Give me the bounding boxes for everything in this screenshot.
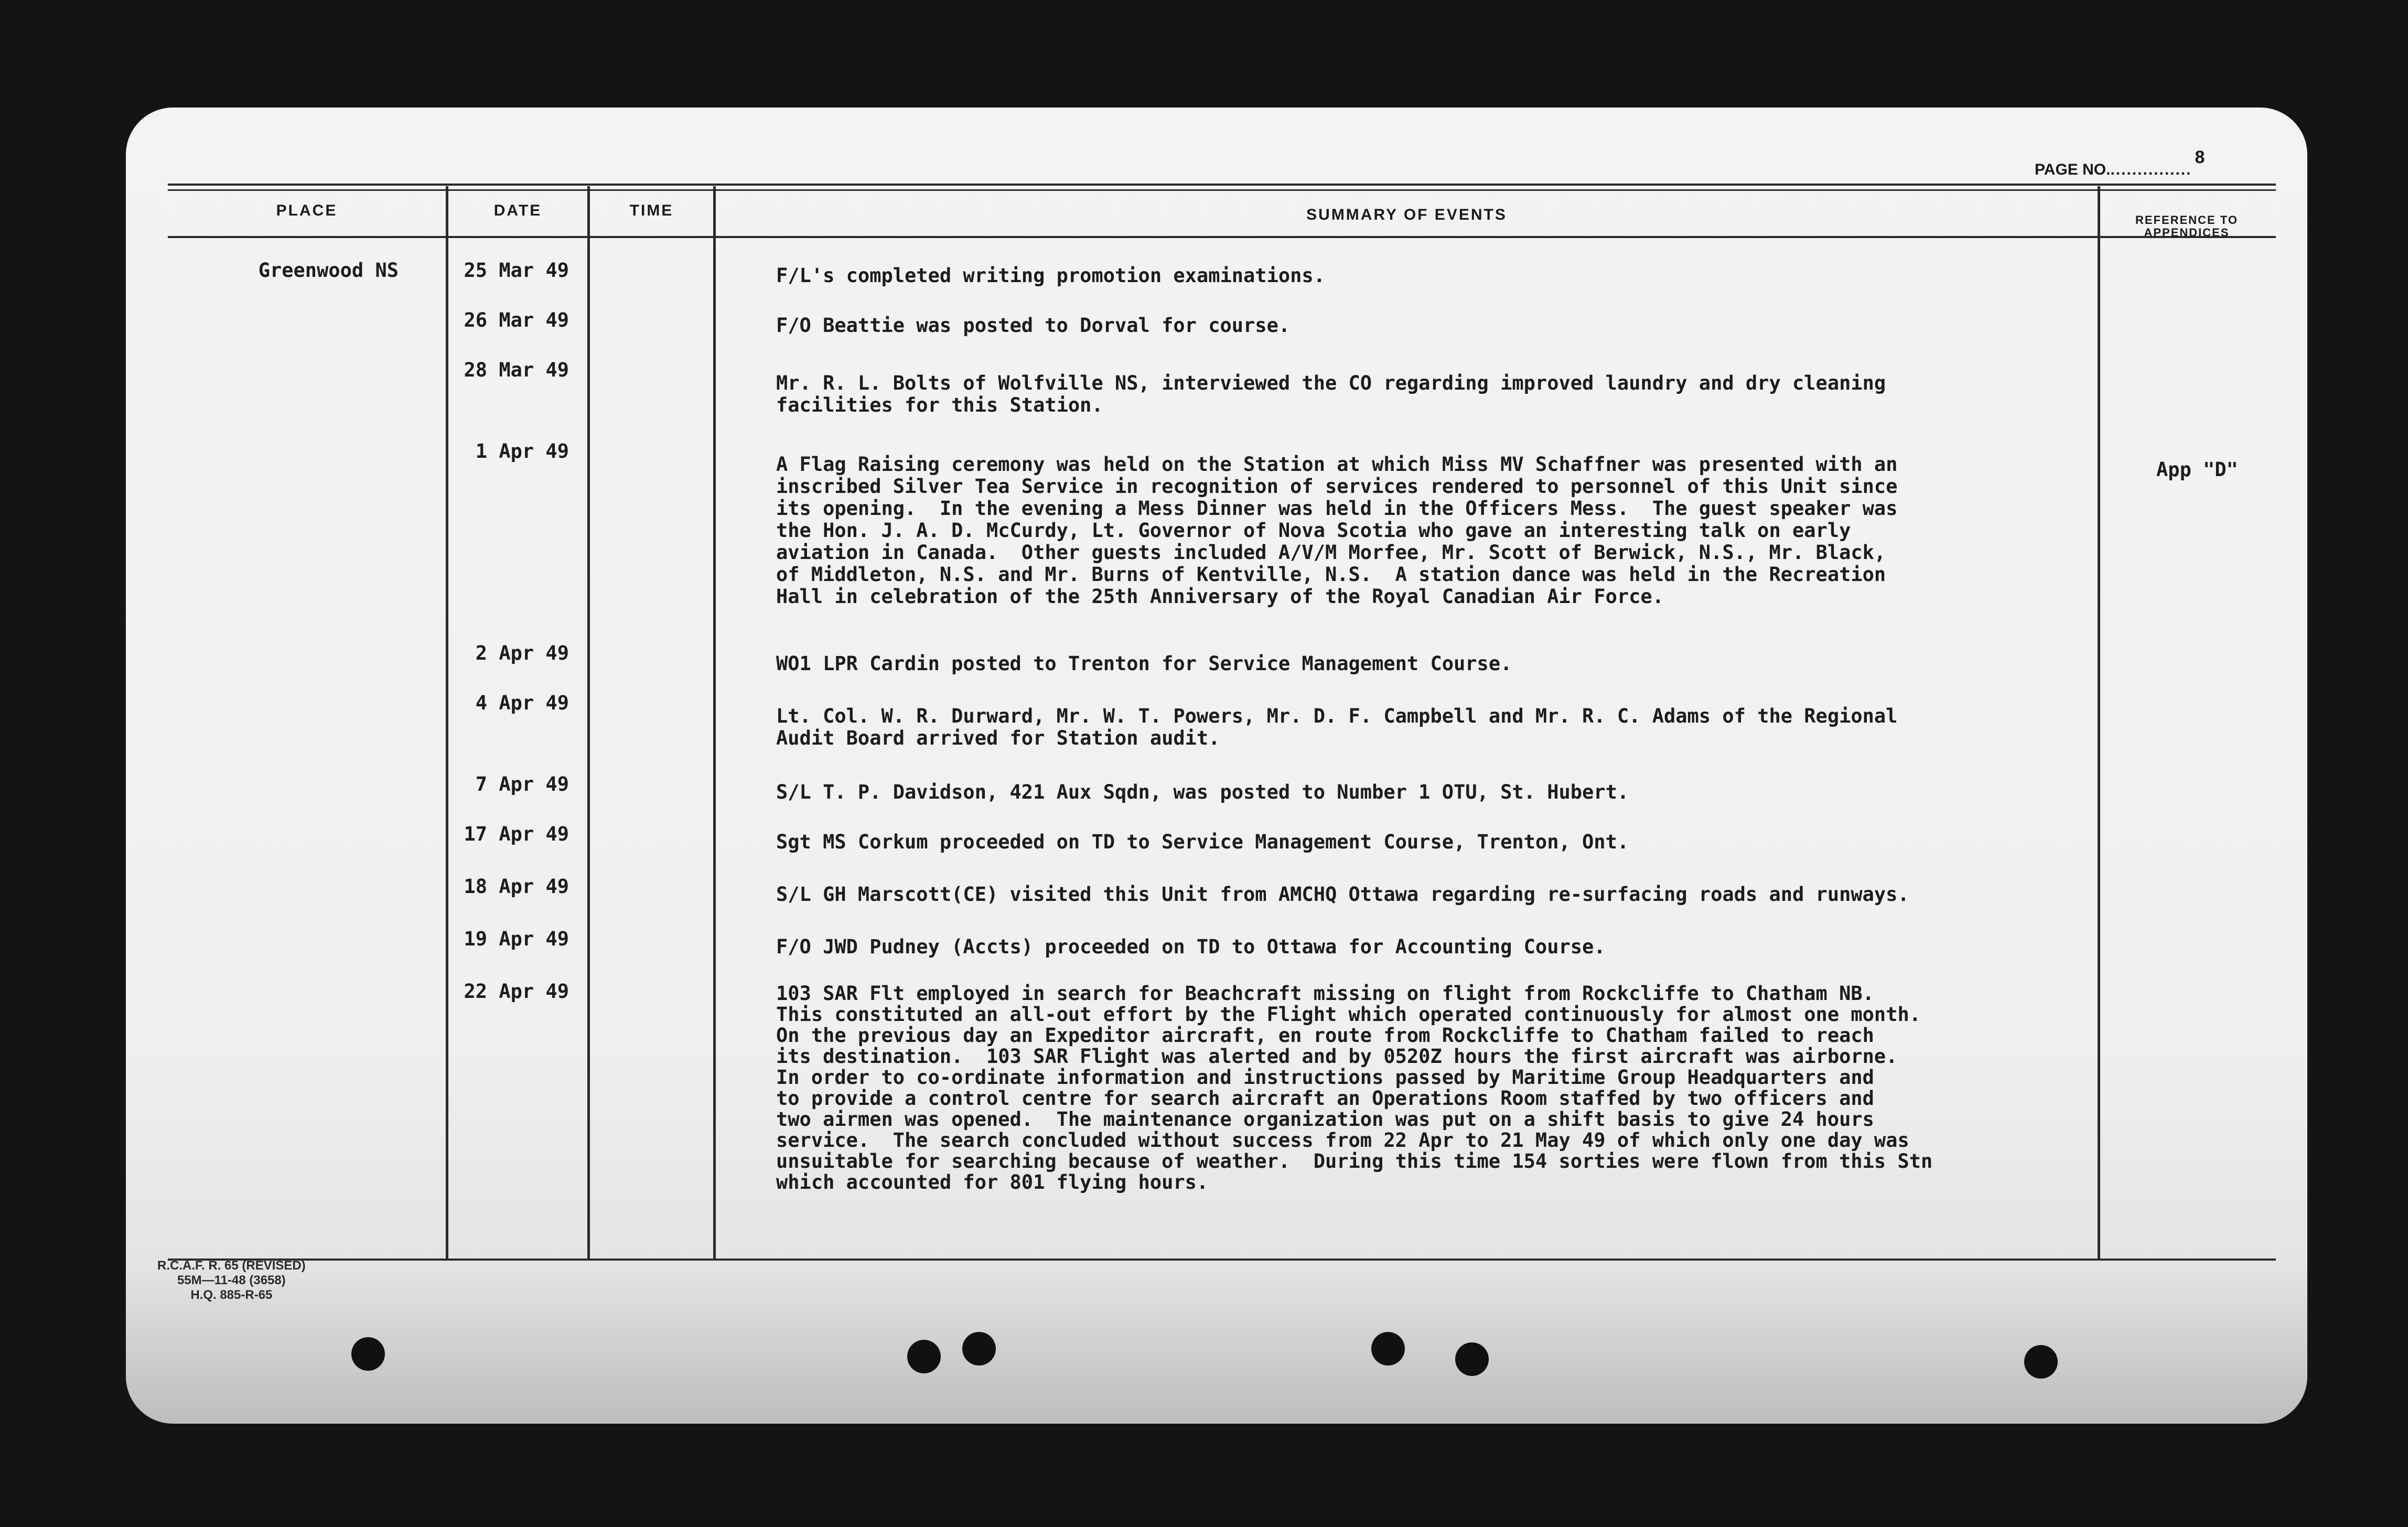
entry-summary: F/O JWD Pudney (Accts) proceeded on TD to Ottawa for Accounting Course.	[776, 935, 1606, 958]
punch-hole	[351, 1337, 385, 1371]
column-divider-place	[446, 186, 448, 1259]
header-date: DATE	[493, 202, 542, 219]
appendix-reference: App "D"	[2156, 458, 2238, 481]
header-time: TIME	[629, 202, 674, 219]
top-rule	[168, 184, 2276, 186]
column-divider-date	[587, 186, 590, 1259]
entry-date: 22 Apr 49	[464, 980, 569, 1003]
entry-summary: F/O Beattie was posted to Dorval for course.	[776, 314, 1291, 337]
punch-hole	[2024, 1345, 2058, 1379]
bottom-rule	[168, 1259, 2276, 1261]
entry-date: 2 Apr 49	[475, 642, 569, 664]
punch-hole	[962, 1332, 996, 1365]
entry-summary: Lt. Col. W. R. Durward, Mr. W. T. Powers, Mr. D. F. Campbell and Mr. R. C. Adams of the Regional Audit Board arrived for Station audit.	[776, 705, 1898, 749]
entry-date: 28 Mar 49	[464, 359, 569, 381]
punch-hole	[907, 1340, 941, 1373]
entry-date: 26 Mar 49	[464, 309, 569, 331]
column-divider-time	[713, 186, 716, 1259]
record-card	[126, 107, 2307, 1424]
entry-date: 1 Apr 49	[475, 440, 569, 463]
place-value: Greenwood NS	[258, 259, 399, 282]
entry-summary: S/L T. P. Davidson, 421 Aux Sqdn, was posted to Number 1 OTU, St. Hubert.	[776, 781, 1629, 803]
top-rule-inner	[168, 189, 2276, 191]
entry-summary: 103 SAR Flt employed in search for Beachcraft missing on flight from Rockcliffe to Chatham NB. This constituted an all-out effort by the Flight which operated continuously for almost one month. On the previous day an Expeditor aircraft, en route from Rockcliffe to Chatham failed to reach its destination. 103 SAR Flight was alerted and by 0520Z hours the first aircraft was airborne. In order to co-ordinate information and instructions passed by Maritime Group Headquarters and to provide a control centre for search aircraft an Operations Room staffed by two officers and two airmen was opened. The maintenance organization was put on a shift basis to give 24 hours service. The search concluded without success from 22 Apr to 21 May 49 of which only one day was unsuitable for searching because of weather. During this time 154 sorties were flown from this Stn which accounted for 801 flying hours.	[776, 982, 1933, 1193]
header-reference: REFERENCE TO APPENDICES	[2135, 213, 2238, 239]
punch-hole	[1455, 1342, 1489, 1376]
entry-summary: A Flag Raising ceremony was held on the Station at which Miss MV Schaffner was presented with an inscribed Silver Tea Service in recognition of services rendered to personnel of this Unit since its opening. In the evening a Mess Dinner was held in the Officers Mess. The guest speaker was the Hon. J. A. D. McCurdy, Lt. Governor of Nova Scotia who gave an interesting talk on early aviation in Canada. Other guests included A/V/M Morfee, Mr. Scott of Berwick, N.S., Mr. Black, of Middleton, N.S. and Mr. Burns of Kentville, N.S. A station dance was held in the Recreation Hall in celebration of the 25th Anniversary of the Royal Canadian Air Force.	[776, 453, 1898, 608]
header-place: PLACE	[276, 202, 338, 219]
entry-summary: F/L's completed writing promotion examinations.	[776, 264, 1325, 287]
header-summary: SUMMARY OF EVENTS	[1306, 206, 1507, 223]
page-number: PAGE NO................8	[2035, 147, 2205, 178]
entry-date: 25 Mar 49	[464, 259, 569, 282]
entry-summary: WO1 LPR Cardin posted to Trenton for Service Management Course.	[776, 652, 1512, 675]
page-number-value: 8	[2195, 147, 2205, 167]
entry-date: 17 Apr 49	[464, 823, 569, 845]
entry-date: 7 Apr 49	[475, 773, 569, 795]
entry-summary: S/L GH Marscott(CE) visited this Unit from AMCHQ Ottawa regarding re-surfacing roads and runways.	[776, 883, 1909, 906]
form-number: R.C.A.F. R. 65 (REVISED) 55M—11-48 (3658) H.Q. 885-R-65	[157, 1259, 306, 1302]
header-rule	[168, 236, 2276, 238]
entry-date: 4 Apr 49	[475, 692, 569, 714]
entry-date: 18 Apr 49	[464, 875, 569, 898]
entry-date: 19 Apr 49	[464, 928, 569, 950]
entry-summary: Mr. R. L. Bolts of Wolfville NS, interviewed the CO regarding improved laundry and dry cleaning facilities for this Station.	[776, 372, 1886, 416]
punch-hole	[1371, 1332, 1405, 1365]
entry-summary: Sgt MS Corkum proceeded on TD to Service Management Course, Trenton, Ont.	[776, 831, 1629, 853]
